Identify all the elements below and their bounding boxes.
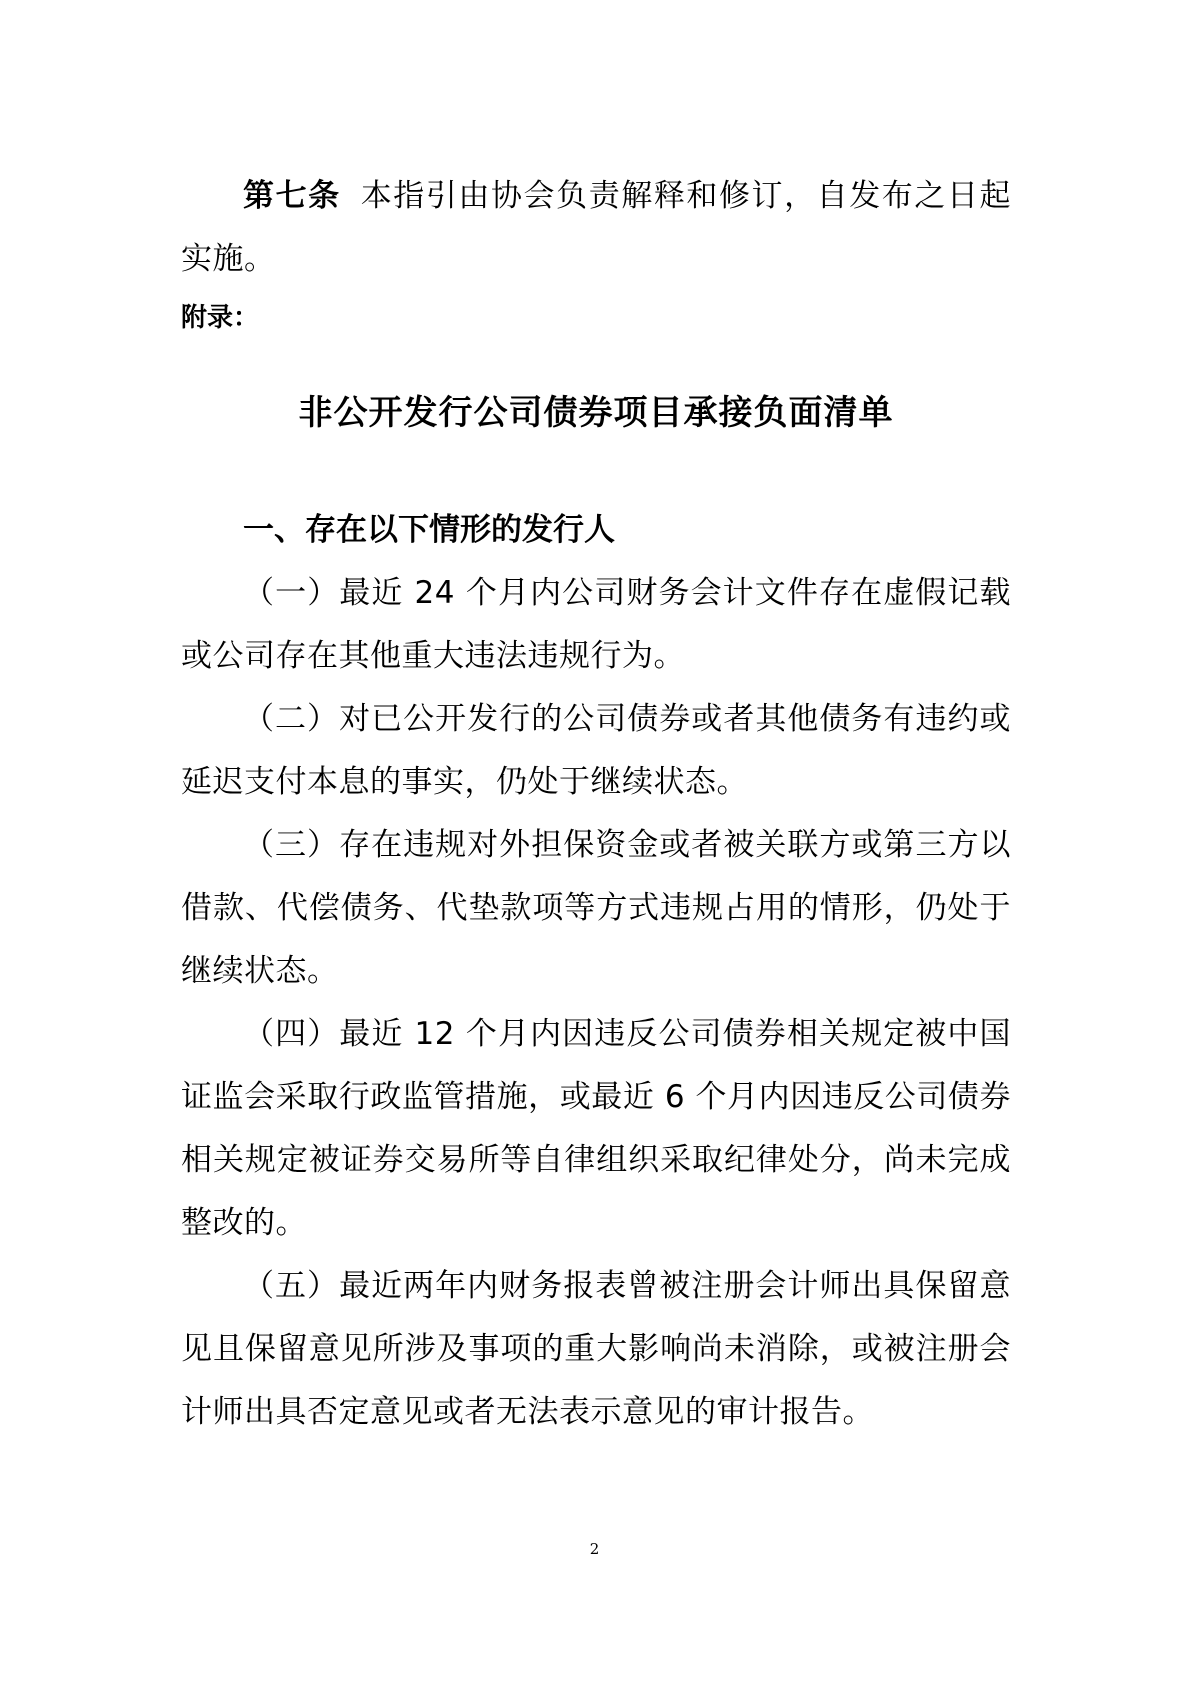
appendix-label: 附录： — [181, 303, 260, 333]
list-item: （二）对已公开发行的公司债券或者其他债务有违约或延迟支付本息的事实，仍处于继续状态。 — [181, 701, 1011, 800]
list-item: （四）最近 12 个月内因违反公司债券相关规定被中国证监会采取行政监管措施，或最近 6 个月内因违反公司债券相关规定被证券交易所等自律组织采取纪律处分，尚未完成整改的。 — [181, 1016, 1011, 1241]
list-item: （一）最近 24 个月内公司财务会计文件存在虚假记载或公司存在其他重大违法违规行为。 — [181, 575, 1011, 674]
article-seven — [181, 165, 1011, 291]
list-item: （五）最近两年内财务报表曾被注册会计师出具保留意见且保留意见所涉及事项的重大影响尚未消除，或被注册会计师出具否定意见或者无法表示意见的审计报告。 — [181, 1268, 1011, 1430]
page-content — [181, 165, 1011, 1444]
section-heading: 一、存在以下情形的发行人 — [243, 512, 615, 548]
page-number: 2 — [589, 1540, 600, 1558]
article-text: 本指引由协会负责解释和修订，自发布之日起实施。 — [181, 178, 1012, 277]
article-lead: 第七条 — [243, 178, 341, 214]
document-title: 非公开发行公司债券项目承接负面清单 — [298, 393, 894, 433]
list-item: （三）存在违规对外担保资金或者被关联方或第三方以借款、代偿债务、代垫款项等方式违规占用的情形，仍处于继续状态。 — [181, 827, 1011, 989]
